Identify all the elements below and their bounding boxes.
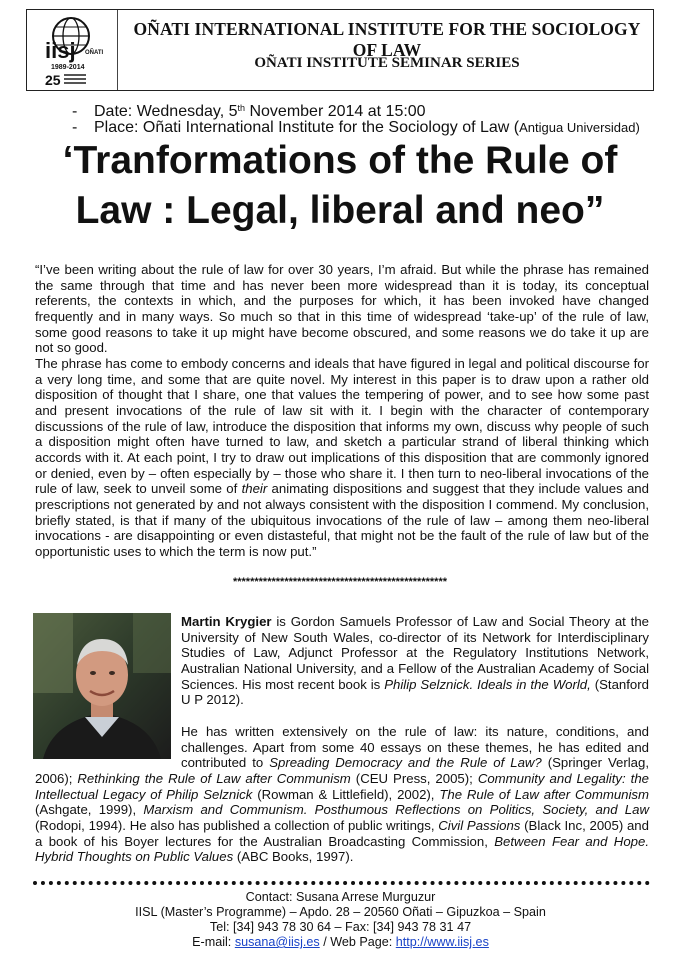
place-venue: Antigua Universidad) <box>519 120 640 135</box>
bio-text: (CEU Press, 2005); <box>350 770 478 786</box>
abstract-text: The phrase has come to embody concerns and ideals that have figured in legal and political discourse for a very long time, and some that are quite novel. My interest in this paper is to draw upon a rather old disposition of thought that I share, one that values the tempering of power, and to see how some past and present invocations of the rule of law sit with it. I begin with the character of contemporary discussions of the rule of law, introduce the disposition that informs my own, discuss why people of such a disposition might often have turned to law, and sketch a particular strand of liberal thinking which accords with it. At each point, I try to draw out implications of this disposition that are commonly ignored or denied, even by – often especially by – those who share it. I then turn to neo-liberal invocations of the rule of law, seek to unveil some of <box>35 355 649 497</box>
abstract-paragraph-1: “I’ve been writing about the rule of law for over 30 years, I’m afraid. But while the phrase has remained the same through that time and has never been more widespread than it is today, its conceptual referents, the contexts in which, and the purposes for which, it has been invoked have changed frequently and in many ways. So much so that in this time of widespread ‘take-up’ of the rule of law, some good reasons to take it up might have become obscured, and some reasons we do take it up are not so good. <box>35 262 649 356</box>
book-title: Between Fear and Hope. Hybrid Thoughts on Public Values <box>35 833 649 865</box>
abstract <box>35 262 649 559</box>
date-text: Date: Wednesday, 5 <box>94 103 238 120</box>
bio-text: (Rowman & Littlefield), 2002), <box>252 786 440 802</box>
bio-text: (Ashgate, 1999), <box>35 802 144 818</box>
book-title: Community and Legality: the Intellectual Legacy of Philip Selznick <box>35 770 649 802</box>
footer-divider <box>33 881 650 889</box>
seminar-title <box>20 136 660 236</box>
abstract-paragraph-2 <box>35 356 649 560</box>
bio-text: (Stanford U P 2012). <box>181 676 649 708</box>
speaker-name: Martin Krygier <box>181 614 272 629</box>
title-line-2: Law : Legal, liberal and neo” <box>75 189 605 232</box>
bio-text: (Springer Verlag, 2006); <box>35 755 650 786</box>
bio-text: He has written extensively on the rule of law: its nature, conditions, and challenges. Apart from some 40 essays on these themes, he has edited and contributed to <box>181 723 649 771</box>
logo-years: 1989-2014 <box>51 64 85 71</box>
bio-text: (Rodopi, 1994). He also has published a collection of public writings, <box>35 817 439 833</box>
institute-name: OÑATI INTERNATIONAL INSTITUTE FOR THE SOCIOLOGY OF LAW <box>133 19 641 60</box>
abstract-emphasis: their <box>241 481 268 497</box>
book-title: Rethinking the Rule of Law after Communism <box>77 770 351 786</box>
book-title: The Rule of Law after Communism <box>439 786 650 802</box>
web-label: / Web Page: <box>319 935 396 949</box>
header-divider <box>117 10 118 90</box>
globe-logo-icon <box>31 14 109 86</box>
logo-anniversary: 25 <box>45 72 61 86</box>
iisj-logo <box>31 14 109 86</box>
logo-letters: iisj <box>45 38 76 63</box>
date-rest: November 2014 at 15:00 <box>245 103 426 120</box>
header-box <box>26 9 654 91</box>
date-ordinal: th <box>237 103 246 113</box>
footer-contact: Contact: Susana Arrese Murguzur <box>245 890 436 904</box>
bullet-dash: - <box>72 119 78 136</box>
bio-text: is Gordon Samuels Professor of Law and Social Theory at the University of New South Wales, co-director of its Network for Interdisciplinary Studies of Law, Adjunct Professor at the Regulatory Institutions Network, Australian National University, and a Fellow of the Australian Academy of Social Sciences. His most recent book is <box>181 614 649 692</box>
web-link[interactable]: http://www.iisj.es <box>395 935 489 949</box>
book-title: Civil Passions <box>438 817 521 833</box>
book-title: Spreading Democracy and the Rule of Law? <box>269 755 542 771</box>
event-details <box>72 98 640 138</box>
place-row <box>72 118 640 138</box>
footer-address: IISL (Master’s Programme) – Apdo. 28 – 20560 Oñati – Gipuzkoa – Spain <box>135 905 546 919</box>
bullet-dash: - <box>72 103 78 120</box>
logo-place: OÑATI <box>85 50 104 56</box>
bio-text: (ABC Books, 1997). <box>233 849 354 865</box>
email-label: E-mail: <box>192 935 235 949</box>
photo-placeholder <box>35 614 181 764</box>
speaker-bio <box>35 614 649 865</box>
footer <box>0 890 681 950</box>
abstract-text: animating dispositions and suggest that they include values and prescriptions not generated by and not always consistent with the disposition I commend. My conclusion, briefly stated, is that if many of the ubiquitous invocations of the rule of law – among them neo-liberal invocations - are disappointing or even distasteful, that might not be the fault of the rule of law but of the opportunistic uses to which the term is now put.” <box>35 481 649 559</box>
place-text: Place: Oñati International Institute for the Sociology of Law ( <box>94 119 520 136</box>
date-row <box>72 98 640 118</box>
book-title: Philip Selznick. Ideals in the World, <box>384 676 591 692</box>
book-title: Marxism and Communism. Posthumous Reflections on Politics, Society, and Law <box>143 802 649 818</box>
seminar-series-name: OÑATI INSTITUTE SEMINAR SERIES <box>254 55 520 71</box>
separator-stars: ************************************************** <box>232 576 448 588</box>
email-link[interactable]: susana@iisj.es <box>234 935 320 949</box>
bio-text: (Black Inc, 2005) and a book of his Boyer lectures for the Australian Broadcasting Commission, <box>35 817 649 849</box>
title-line-1: ‘Tranformations of the Rule of <box>62 139 618 182</box>
footer-links <box>0 935 681 950</box>
footer-phone: Tel: [34] 943 78 30 64 – Fax: [34] 943 78 31 47 <box>209 920 472 934</box>
